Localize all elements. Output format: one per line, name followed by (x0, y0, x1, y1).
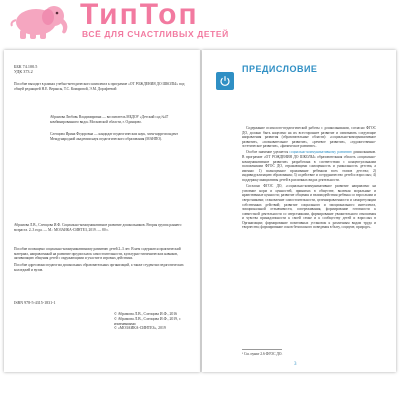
copyright-line: © «МОЗАИКА-СИНТЕЗ», 2019 (114, 326, 166, 331)
brand-tagline: ВСЁ ДЛЯ СЧАСТЛИВЫХ ДЕТЕЙ (82, 29, 229, 39)
footnote: ¹ См. пункт 2.6 ФГОС ДО. (242, 352, 283, 356)
isbn: ISBN 978-5-4315-1831-1 (14, 300, 56, 305)
copyright-line: © Абрамова Л.В., Слепцова И.Ф., 2016 (114, 312, 178, 316)
annotation: Пособие посвящено социально-коммуникативному развитию детей 2–3 лет. В нем содержатся практический материал, направленный на развитие предпосылок самостоятельности, культурно-гигиенических навыков, активизацию общения детей с окружающими и участие в игровых действиях. (14, 247, 181, 261)
power-icon (216, 72, 234, 90)
series-notice: Пособие выходит в рамках учебно-методического комплекта к программе «ОТ РОЖДЕНИЯ ДО ШКОЛЫ» под общей редакцией Н.Е. Вераксы, Т.С. Комаровой, Э.М. Дорофеевой (14, 82, 185, 91)
elephant-logo-icon (4, 2, 72, 40)
bbk-code: ББК 74.100.5 (14, 64, 38, 69)
left-page (4, 50, 200, 372)
bibliographic-citation: Абрамова Л.В., Слепцова И.Ф. Социально-коммуникативное развитие дошкольников. Вторая группа раннего возраста. 2–3 года. — М.: МОЗАИКА-СИНТЕЗ, 2019. — 80 с. (14, 223, 182, 232)
bbk-codes (14, 64, 37, 74)
section-title: ПРЕДИСЛОВИЕ (242, 64, 318, 74)
author-info-1: Абрамова Любовь Владимировна — воспитатель МБДОУ «Детский сад №47 комбинированного вида» Московской области, г. Одинцово. (50, 115, 169, 124)
right-page (202, 50, 396, 372)
highlighted-term: социально-коммуникативному развитию (289, 150, 352, 155)
paragraph: Содержание психолого-педагогической работы с дошкольниками, согласно ФГОС ДО, должно быть нацелено на их всестороннее развитие и охватывать следующие направления развития (образовательные области): «социально-коммуникативное развитие», «познавательное развитие», «речевое развитие», «художественно-эстетическое развитие», «физическое развитие». (242, 126, 376, 149)
udk-code: УДК 373.2 (14, 69, 33, 75)
paragraph: Согласно ФГОС ДО, «социально-коммуникативное развитие направлено на усвоение норм и ценностей, принятых в обществе, включая моральные и нравственные ценности; развитие общения и взаимодействия ребенка со взрослыми и сверстниками; становление самостоятельности, целенаправленности и саморегуляции собственных действий; развитие социального и эмоционального интеллекта, эмоциональной отзывчивости, сопереживания, формирование готовности к совместной деятельности со сверстниками, формирование уважительного отношения и чувства принадлежности к своей семье и к сообществу детей и взрослых в Организации; формирование позитивных установок к различным видам труда и творчества; формирование основ безопасного поведения в быту, социуме, природе». (242, 184, 376, 230)
copyright-line: © Абрамова Л.В., Слепцова И.Ф., 2019, с изменениями (114, 316, 181, 326)
annotation-audience: Пособие адресовано педагогам дошкольных образовательных организаций, а также студентам педагогических колледжей и вузов. (14, 263, 184, 272)
book-spread (4, 50, 398, 380)
footnote-divider (242, 349, 282, 350)
author-info-2: Слепцова Ирина Федоровна — кандидат педагогических наук, член-корреспондент Международной академии наук педагогического образования (МАНПО). (50, 132, 178, 141)
brand-name[interactable]: ТипТоп (80, 0, 199, 31)
site-header (0, 0, 400, 40)
preface-body (242, 126, 376, 232)
page-number: 3 (294, 362, 297, 367)
copyright-block (114, 312, 198, 331)
paragraph-highlighted: Особое значение уделяется социально-коммуникативному развитию дошкольников. В программе «ОТ РОЖДЕНИЯ ДО ШКОЛЫ» образовательная область «социально-коммуникативное развитие» разработана в соответствии с концептуальными положениями ФГОС ДО, отражающими самоценность и уникальность детства, а именно: 1) полноценное проживание ребенком всех этапов детства; 2) индивидуализацию образования; 3) содействие и сотрудничество детей и взрослых; 4) поддержку инициативы детей в различных видах деятельности. (242, 150, 376, 183)
